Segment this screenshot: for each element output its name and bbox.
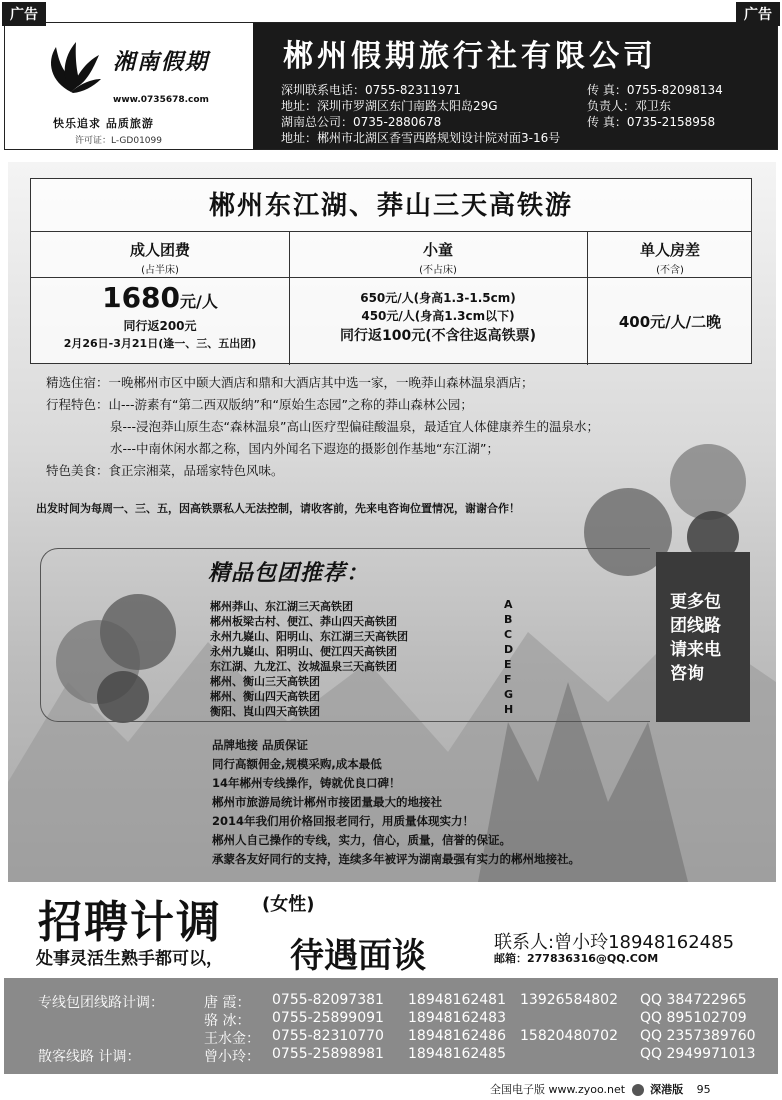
- detail-line: 特色美食：食正宗湘菜，品瑶家特色风味。: [46, 463, 284, 478]
- contact-tel: 0755-82310770: [272, 1028, 384, 1044]
- contact-qq: QQ 2949971013: [640, 1046, 756, 1062]
- single-head: 单人房差: [639, 241, 700, 259]
- contact-name: 曾小玲：: [204, 1049, 260, 1065]
- hn-address: 地址：郴州市北湖区香雪西路规划设计院对面3-16号: [281, 131, 561, 145]
- contact-mobile: 15820480702: [520, 1028, 618, 1044]
- contact-tel: 0755-25898981: [272, 1046, 384, 1062]
- logo-url: www.0735678.com: [113, 95, 209, 105]
- child-rebate: 同行返100元(不含往返高铁票): [339, 328, 537, 344]
- single-sub: (不含): [656, 265, 684, 276]
- recruit-gender: (女性): [262, 894, 315, 915]
- contact-mobile: 18948162481: [408, 992, 506, 1008]
- package-code: D: [504, 643, 514, 656]
- detail-line: 泉---浸泡莽山原生态“森林温泉”高山医疗型偏硅酸温泉，最适宜人体健康养生的温泉水；: [110, 419, 599, 434]
- package-code: B: [504, 613, 513, 626]
- adult-dates: 2月26日-3月21日(逢一、三、五出团): [63, 337, 257, 350]
- more-packages-box: [656, 552, 750, 722]
- company-info: [253, 23, 777, 149]
- child-price-2: 450元/人(身高1.3cm以下): [361, 309, 515, 323]
- contact-label: 散客线路 计调：: [38, 1049, 141, 1065]
- divider: [31, 231, 751, 232]
- tour-price-table: [30, 178, 752, 364]
- ad-tag-left: 广告: [2, 2, 46, 26]
- package-title: 精品包团推荐：: [208, 561, 370, 586]
- package-code: H: [504, 703, 514, 716]
- tour-details: [46, 372, 599, 482]
- more-line: 团线路: [670, 616, 721, 636]
- brand-line: 品牌地接 品质保证: [212, 738, 309, 752]
- contact-qq: QQ 384722965: [640, 992, 747, 1008]
- contact-name: 唐 霞：: [204, 995, 251, 1011]
- package-item: 郴州板梁古村、便江、莽山四天高铁团: [210, 615, 397, 628]
- contact-name: 骆 冰：: [204, 1013, 251, 1029]
- recruit-title: 招聘计调: [38, 897, 222, 948]
- contacts-box: [4, 978, 778, 1074]
- logo-area: [5, 23, 253, 149]
- contact-qq: QQ 2357389760: [640, 1028, 756, 1044]
- brand-line: 同行高额佣金,规模采购,成本最低: [212, 757, 382, 771]
- package-item: 郴州莽山、东江湖三天高铁团: [210, 600, 353, 613]
- brand-line: 郴州市旅游局统计郴州市接团量最大的地接社: [212, 795, 442, 809]
- detail-line: 精选住宿：一晚郴州市区中颐大酒店和鼎和大酒店其中选一家，一晚莽山森林温泉酒店；: [46, 375, 534, 390]
- more-line: 请来电: [670, 640, 721, 660]
- contact-name: 王水金：: [204, 1031, 260, 1047]
- contact-tel: 0755-25899091: [272, 1010, 384, 1026]
- contact-mobile: 18948162483: [408, 1010, 506, 1026]
- contact-mobile: 18948162485: [408, 1046, 506, 1062]
- page-number: 95: [696, 1083, 711, 1096]
- logo-name: 湘南假期: [113, 49, 210, 75]
- edition-badge-icon: [632, 1084, 644, 1096]
- more-line: 更多包: [670, 592, 721, 612]
- adult-price-block: [31, 281, 289, 314]
- adult-sub: (占半床): [141, 265, 179, 276]
- ad-tag-right: 广告: [736, 2, 780, 26]
- recruit-contact: 联系人:曾小玲18948162485: [494, 932, 735, 953]
- package-code: A: [504, 598, 513, 611]
- adult-head: 成人团费: [129, 241, 190, 259]
- hn-hq-phone: 湖南总公司：0735-2880678: [281, 115, 442, 129]
- package-item: 永州九嶷山、阳明山、便江四天高铁团: [210, 645, 397, 658]
- package-item: 永州九嶷山、阳明山、东江湖三天高铁团: [210, 630, 408, 643]
- brand-line: 14年郴州专线操作，铸就优良口碑！: [212, 776, 401, 790]
- swirl-logo-icon: [41, 37, 101, 97]
- departure-notice: 出发时间为每周一、三、五，因高铁票私人无法控制，请收客前，先来电咨询位置情况，谢谢合作！: [36, 502, 520, 515]
- contact-mobile: 13926584802: [520, 992, 618, 1008]
- brand-line: 郴州人自己操作的专线，实力，信心，质量，信誉的保证。: [212, 833, 511, 847]
- divider: [31, 277, 751, 278]
- contact-label: 专线包团线路计调：: [38, 995, 164, 1011]
- package-code: E: [504, 658, 512, 671]
- license-number: 许可证：L-GD01099: [75, 136, 162, 146]
- recruit-salary: 待遇面谈: [290, 936, 426, 976]
- logo-slogan: 快乐追求 品质旅游: [53, 117, 154, 130]
- brand-line: 2014年我们用价格回报老同行，用质量体现实力！: [212, 814, 475, 828]
- contact-qq: QQ 895102709: [640, 1010, 747, 1026]
- child-price-1: 650元/人(身高1.3-1.5cm): [360, 291, 516, 305]
- fax-1: 传 真：0755-82098134: [587, 83, 723, 97]
- child-sub: (不占床): [419, 265, 457, 276]
- sz-phone: 深圳联系电话：0755-82311971: [281, 83, 461, 97]
- more-line: 咨询: [670, 664, 704, 684]
- company-name: 郴州假期旅行社有限公司: [283, 39, 657, 74]
- header-banner: [4, 22, 778, 150]
- detail-line: 水---中南休闲水都之称，国内外闻名下遐迩的摄影创作基地“东江湖”；: [110, 441, 499, 456]
- detail-line: 行程特色：山---游素有“第二西双版纳”和“原始生态园”之称的莽山森林公园；: [46, 397, 473, 412]
- package-item: 东江湖、九龙江、汝城温泉三天高铁团: [210, 660, 397, 673]
- package-code: G: [504, 688, 514, 701]
- recruit-email: 邮箱：277836316@QQ.COM: [494, 952, 659, 965]
- adult-unit: 元/人: [180, 292, 218, 311]
- brand-line: 承蒙各友好同行的支持，连续多年被评为湖南最强有实力的郴州地接社。: [212, 852, 580, 866]
- recruit-subtitle: 处事灵活生熟手都可以，: [36, 949, 223, 969]
- single-price: 400元/人/二晚: [618, 313, 722, 331]
- site-url: 全国电子版 www.zyoo.net: [490, 1083, 626, 1096]
- tour-title: 郴州东江湖、莽山三天高铁游: [208, 191, 573, 221]
- edition: 深港版: [650, 1083, 684, 1096]
- page-footer: [490, 1081, 711, 1097]
- package-item: 郴州、衡山四天高铁团: [210, 690, 320, 703]
- contact-mobile: 18948162486: [408, 1028, 506, 1044]
- package-code: C: [504, 628, 513, 641]
- adult-price: 1680: [102, 281, 181, 314]
- manager: 负责人：邓卫东: [587, 99, 672, 113]
- sz-address: 地址：深圳市罗湖区东门南路太阳岛29G: [281, 99, 498, 113]
- fax-2: 传 真：0735-2158958: [587, 115, 716, 129]
- package-item: 衡阳、崀山四天高铁团: [210, 705, 320, 718]
- package-item: 郴州、衡山三天高铁团: [210, 675, 320, 688]
- brand-claims: [212, 736, 580, 869]
- contact-tel: 0755-82097381: [272, 992, 384, 1008]
- child-head: 小童: [422, 241, 453, 259]
- package-code: F: [504, 673, 512, 686]
- adult-rebate: 同行返200元: [123, 319, 197, 333]
